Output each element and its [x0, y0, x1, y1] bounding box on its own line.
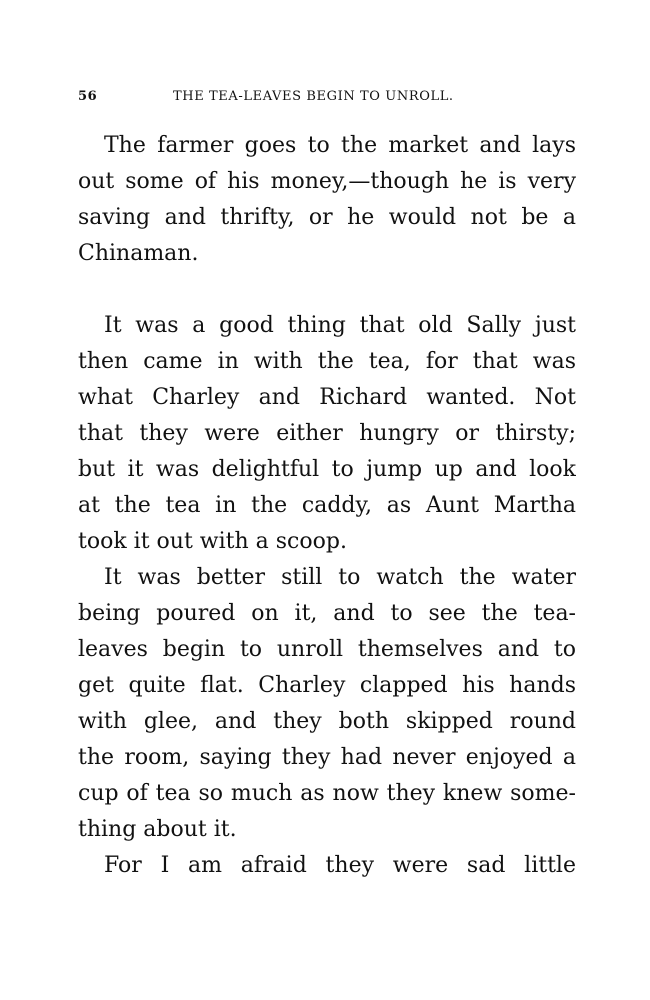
- paragraph-1: [78, 128, 576, 272]
- running-head: [78, 89, 576, 109]
- text-line: that they were either hungry or thirsty;: [78, 421, 576, 446]
- text-line: leaves begin to unroll themselves and to: [78, 637, 576, 662]
- text-line: cup of tea so much as now they knew some-: [78, 781, 576, 806]
- running-title: THE TEA-LEAVES BEGIN TO UNROLL.: [173, 89, 454, 104]
- paragraph-3: [78, 560, 576, 848]
- text-line: thing about it.: [78, 817, 237, 842]
- text-line: It was better still to watch the water: [104, 565, 576, 590]
- text-line: took it out with a scoop.: [78, 529, 347, 554]
- text-line: then came in with the tea, for that was: [78, 349, 576, 374]
- text-line: what Charley and Richard wanted. Not: [78, 385, 576, 410]
- page-number: 56: [78, 89, 98, 104]
- text-line: being poured on it, and to see the tea-: [78, 601, 576, 626]
- body-text: [78, 128, 576, 884]
- text-line: with glee, and they both skipped round: [78, 709, 576, 734]
- text-line: out some of his money,—though he is very: [78, 169, 576, 194]
- text-line: Chinaman.: [78, 241, 199, 266]
- text-line: the room, saying they had never enjoyed a: [78, 745, 576, 770]
- text-line: get quite flat. Charley clapped his hands: [78, 673, 576, 698]
- text-line: For I am afraid they were sad little: [104, 853, 576, 878]
- paragraph-2: [78, 308, 576, 560]
- text-line: The farmer goes to the market and lays: [104, 133, 576, 158]
- paragraph-4: [78, 848, 576, 884]
- text-line: at the tea in the caddy, as Aunt Martha: [78, 493, 576, 518]
- text-line: It was a good thing that old Sally just: [104, 313, 576, 338]
- text-line: saving and thrifty, or he would not be a: [78, 205, 576, 230]
- text-line: but it was delightful to jump up and look: [78, 457, 576, 482]
